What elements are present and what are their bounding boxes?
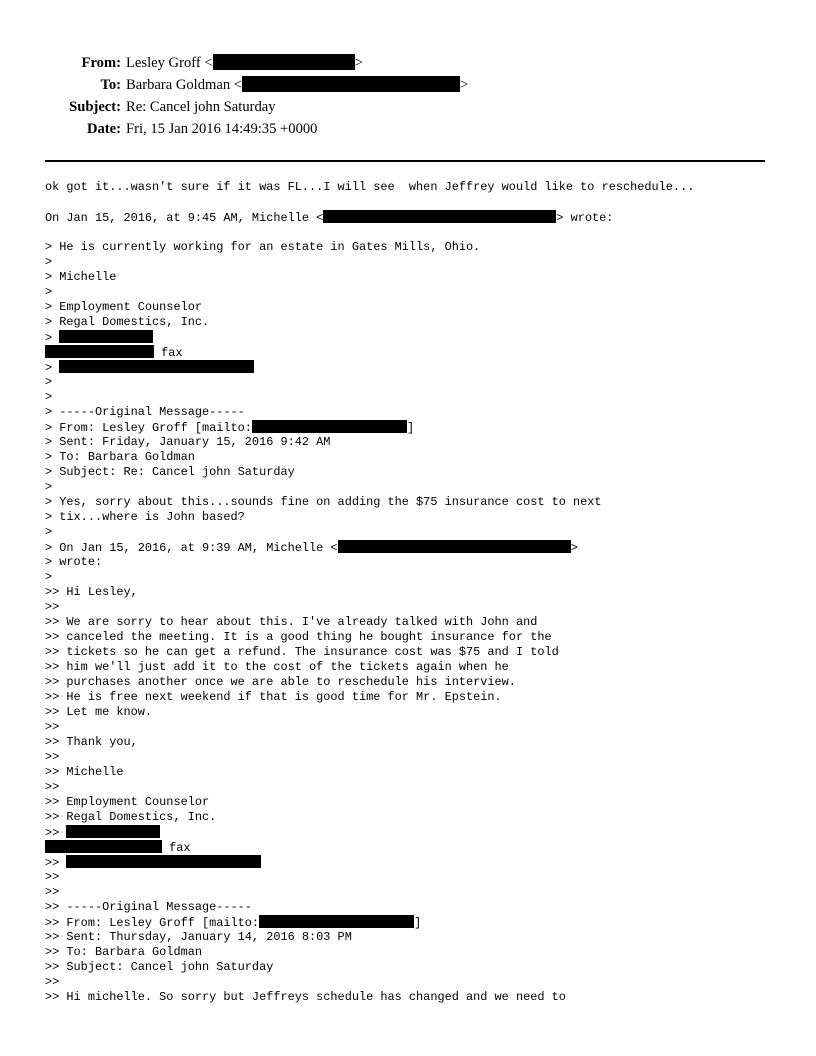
quote-line: > [45,285,53,299]
quote-line: >> Hi Lesley, [45,585,138,599]
quote-line: > To: Barbara Goldman [45,450,195,464]
quote-line: > [45,375,53,389]
redaction-bar [213,54,355,70]
quote-line: >> [45,885,60,899]
subject-row [45,98,276,116]
quote-line: >> canceled the meeting. It is a good thing he bought insurance for the [45,630,552,644]
date-row [45,120,317,138]
redaction-bar [252,420,407,433]
quote-line: > [45,255,53,269]
quote-line: > -----Original Message----- [45,405,245,419]
quote-line: fax [45,345,780,360]
quote-line: >> We are sorry to hear about this. I've already talked with John and [45,615,538,629]
redaction-bar [323,210,556,223]
quote-line: > [45,570,53,584]
quote-line: > [45,525,53,539]
quote-level-1 [45,240,780,555]
quote-line: >> Sent: Thursday, January 14, 2016 8:03 PM [45,930,352,944]
quote-line: >> [45,975,60,989]
redaction-bar [242,76,460,92]
quote-line: > He is currently working for an estate in Gates Mills, Ohio. [45,240,481,254]
quote-line: >> Regal Domestics, Inc. [45,810,217,824]
to-value: Barbara Goldman < [126,77,243,93]
quote-line: >> Employment Counselor [45,795,210,809]
redaction-bar [338,540,571,553]
redaction-bar [45,840,162,853]
to-row [45,76,468,94]
subject-label: Subject: [69,99,121,115]
quote-line: > Regal Domestics, Inc. [45,315,210,329]
quote-line: > wrote: [45,555,103,569]
header-divider [45,160,765,162]
redaction-bar [59,360,254,373]
quote-line: >> To: Barbara Goldman [45,945,202,959]
quote-line: > Michelle [45,270,117,284]
from-label: From: [81,55,121,71]
quote-line: > [45,360,780,375]
quote-line: >> From: Lesley Groff [mailto: ] [45,916,422,930]
quote-line: >> [45,870,60,884]
quote-line: >> [45,855,780,870]
redaction-bar [66,825,160,838]
quote-line: >> [45,780,60,794]
quote-line: >> Hi michelle. So sorry but Jeffreys schedule has changed and we need to [45,990,566,1004]
quote-line: > Sent: Friday, January 15, 2016 9:42 AM [45,435,331,449]
redaction-bar [59,330,153,343]
quote-line: >> [45,720,60,734]
quote-line: >> Subject: Cancel john Saturday [45,960,274,974]
quote-line: > On Jan 15, 2016, at 9:39 AM, Michelle < > [45,541,578,555]
from-row [45,54,363,72]
quote-line: >> [45,750,60,764]
reply-attribution: On Jan 15, 2016, at 9:45 AM, Michelle < > wrote: [45,211,614,225]
quote-line: >> Michelle [45,765,124,779]
redaction-bar [45,345,154,358]
quote-line: >> [45,825,780,840]
quote-line: > [45,330,780,345]
quote-line: >> He is free next weekend if that is good time for Mr. Epstein. [45,690,502,704]
redaction-bar [66,855,261,868]
subject-value: Re: Cancel john Saturday [126,99,276,115]
message-body [45,180,780,1005]
quote-line: > tix...where is John based? [45,510,245,524]
quote-level-2 [45,555,780,1005]
quote-line: >> him we'll just add it to the cost of the tickets again when he [45,660,509,674]
date-value: Fri, 15 Jan 2016 14:49:35 +0000 [126,121,318,137]
quote-line: > From: Lesley Groff [mailto: ] [45,421,415,435]
body-line: ok got it...wasn't sure if it was FL...I will see when Jeffrey would like to reschedule... [45,180,695,194]
date-label: Date: [86,121,121,137]
quote-line: >> tickets so he can get a refund. The insurance cost was $75 and I told [45,645,559,659]
quote-line: > Yes, sorry about this...sounds fine on adding the $75 insurance cost to next [45,495,602,509]
from-value: Lesley Groff < [126,55,213,71]
redaction-bar [259,915,414,928]
quote-line: > [45,390,53,404]
quote-line: > [45,480,53,494]
from-close: > [354,55,363,71]
quote-line: >> purchases another once we are able to reschedule his interview. [45,675,516,689]
quote-line: >> Let me know. [45,705,153,719]
quote-line: > Subject: Re: Cancel john Saturday [45,465,295,479]
quote-line: > Employment Counselor [45,300,202,314]
to-label: To: [100,77,121,93]
quote-line: >> Thank you, [45,735,138,749]
quote-line: >> -----Original Message----- [45,900,252,914]
quote-line: >> [45,600,60,614]
quote-line: fax [45,840,780,855]
to-close: > [460,77,469,93]
